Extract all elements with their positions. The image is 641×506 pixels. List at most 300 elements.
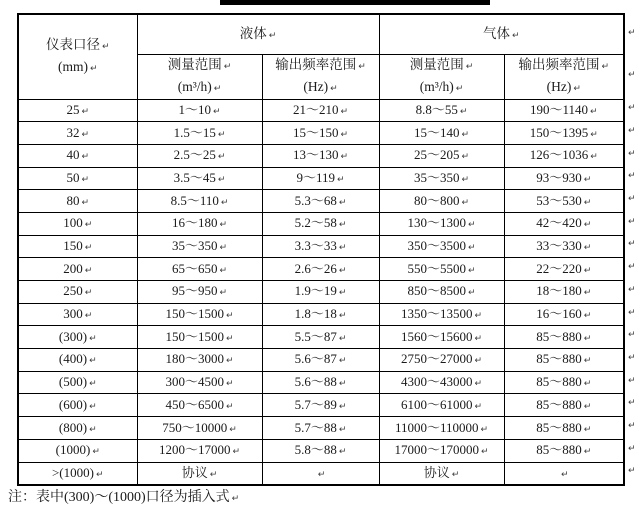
paragraph-mark-icon: ↵ — [225, 356, 234, 367]
paragraph-mark-icon: ↵ — [209, 469, 218, 480]
cell-gas-freq — [504, 371, 624, 394]
paragraph-mark-icon: ↵ — [225, 333, 234, 344]
cell-value: 850～8500 — [407, 283, 466, 299]
cell-diameter — [18, 167, 137, 190]
row-end-mark-icon: ↵ — [628, 330, 636, 341]
paragraph-mark-icon: ↵ — [590, 129, 598, 140]
paragraph-mark-icon: ↵ — [459, 106, 468, 117]
paragraph-mark-icon: ↵ — [474, 311, 483, 322]
paragraph-mark-icon: ↵ — [583, 243, 592, 253]
table-row — [18, 281, 624, 304]
paragraph-mark-icon: ↵ — [225, 401, 234, 412]
paragraph-mark-icon: ↵ — [337, 174, 345, 185]
paragraph-mark-icon: ↵ — [461, 129, 470, 140]
cell-liquid-measure — [137, 122, 262, 145]
cell-gas-measure — [379, 439, 504, 462]
paragraph-mark-icon: ↵ — [561, 469, 569, 480]
cell-gas-measure — [379, 462, 504, 485]
cell-gas-freq — [504, 462, 624, 485]
cell-diameter — [18, 122, 137, 145]
cell-value: 750～10000 — [162, 419, 228, 435]
cell-value: (800) — [58, 419, 88, 435]
cell-diameter — [18, 303, 137, 326]
table-row — [18, 303, 624, 326]
cell-value: 53～530 — [536, 192, 582, 208]
footnote-text: 注：表中(300)～(1000)口径为插入式 — [8, 490, 230, 505]
header-gas-label: 气体 — [483, 26, 510, 42]
cell-gas-measure — [379, 99, 504, 122]
row-end-mark-icon: ↵ — [628, 216, 636, 227]
paragraph-mark-icon: ↵ — [317, 469, 326, 480]
paragraph-mark-icon: ↵ — [95, 469, 104, 480]
header-measure-label: 测量范围 — [167, 56, 222, 72]
cell-value: 8.5～110 — [170, 192, 219, 208]
cell-gas-measure — [379, 122, 504, 145]
cell-liquid-measure — [137, 190, 262, 213]
cell-gas-freq — [504, 349, 624, 372]
cell-value: 1.9～19 — [294, 283, 337, 299]
cell-value: 150 — [63, 238, 83, 253]
row-end-mark-icon: ↵ — [628, 70, 636, 80]
paragraph-mark-icon: ↵ — [268, 31, 277, 42]
cell-liquid-measure — [137, 212, 262, 235]
cell-value: 150～1395 — [529, 124, 589, 140]
paragraph-mark-icon: ↵ — [583, 265, 592, 276]
paragraph-mark-icon: ↵ — [84, 243, 93, 253]
paragraph-mark-icon: ↵ — [225, 311, 234, 322]
cell-liquid-freq — [262, 235, 379, 258]
table-row — [18, 439, 624, 462]
row-end-mark-icon: ↵ — [628, 148, 636, 159]
cell-diameter — [18, 258, 137, 281]
cell-value: 85～880 — [536, 442, 582, 458]
cell-value: 250 — [63, 283, 83, 299]
cell-value: 42～420 — [536, 215, 582, 231]
paragraph-mark-icon: ↵ — [474, 401, 483, 412]
row-end-mark-icon: ↵ — [628, 375, 636, 386]
cell-value: 85～880 — [536, 374, 582, 390]
header-gas-measure — [379, 54, 504, 99]
cell-value: 1560～15600 — [400, 328, 473, 344]
cell-gas-measure — [379, 349, 504, 372]
row-end-mark-icon: ↵ — [628, 103, 636, 114]
cell-gas-measure — [379, 235, 504, 258]
header-freq-unit: (Hz) — [303, 78, 329, 94]
cell-gas-freq — [504, 303, 624, 326]
paragraph-mark-icon: ↵ — [338, 333, 347, 344]
cell-value: 40 — [66, 147, 80, 163]
paragraph-mark-icon: ↵ — [583, 447, 592, 458]
row-end-mark-icon: ↵ — [628, 284, 636, 295]
cell-value: 1200～17000 — [158, 442, 231, 458]
cell-value: 350～3500 — [407, 238, 466, 253]
cell-value: 1.5～15 — [173, 124, 216, 140]
row-end-mark-icon: ↵ — [628, 352, 636, 363]
cell-value: 300～4500 — [165, 374, 224, 390]
cell-diameter — [18, 462, 137, 485]
cell-value: 2750～27000 — [400, 351, 473, 367]
table-row — [18, 212, 624, 235]
header-freq-label: 输出频率范围 — [275, 56, 357, 72]
cell-value: 300 — [63, 306, 83, 322]
cell-gas-measure — [379, 394, 504, 417]
cell-gas-freq — [504, 144, 624, 167]
header-freq-label: 输出频率范围 — [518, 56, 600, 72]
row-end-mark-icon: ↵ — [628, 28, 636, 38]
paragraph-mark-icon: ↵ — [84, 265, 93, 276]
cell-value: 85～880 — [536, 396, 582, 412]
cell-gas-freq — [504, 326, 624, 349]
cell-gas-freq — [504, 167, 624, 190]
cell-liquid-freq — [262, 439, 379, 462]
paragraph-mark-icon: ↵ — [338, 447, 347, 458]
paragraph-mark-icon: ↵ — [340, 152, 349, 163]
cell-liquid-freq — [262, 190, 379, 213]
cell-value: 16～160 — [536, 306, 582, 322]
cell-value: 21～210 — [292, 101, 339, 117]
paragraph-mark-icon: ↵ — [583, 333, 592, 344]
table-row — [18, 190, 624, 213]
cell-diameter — [18, 326, 137, 349]
cell-diameter — [18, 281, 137, 304]
cell-liquid-freq — [262, 144, 379, 167]
row-end-mark-icon: ↵ — [628, 171, 636, 182]
paragraph-mark-icon: ↵ — [219, 220, 228, 231]
cell-gas-freq — [504, 394, 624, 417]
paragraph-mark-icon: ↵ — [480, 424, 489, 435]
cell-value: 5.5～87 — [294, 328, 337, 344]
paragraph-mark-icon: ↵ — [92, 447, 100, 458]
row-end-mark-icon: ↵ — [628, 262, 636, 273]
cell-value: 18～180 — [536, 283, 582, 299]
cell-value: 126～1036 — [529, 147, 589, 163]
cell-value: 35～350 — [171, 238, 218, 253]
paragraph-mark-icon: ↵ — [338, 424, 347, 435]
paragraph-mark-icon: ↵ — [340, 129, 349, 140]
cell-diameter — [18, 394, 137, 417]
cell-value: 150～1500 — [165, 328, 224, 344]
cell-gas-freq — [504, 212, 624, 235]
paragraph-mark-icon: ↵ — [89, 63, 98, 74]
cell-liquid-measure — [137, 235, 262, 258]
cell-value: 5.7～88 — [294, 419, 337, 435]
cell-liquid-measure — [137, 326, 262, 349]
paragraph-mark-icon: ↵ — [474, 333, 483, 344]
cell-value: 1.8～18 — [294, 306, 337, 322]
cell-value: 3.5～45 — [173, 169, 216, 185]
cell-value: 8.8～55 — [415, 101, 458, 117]
cell-liquid-freq — [262, 99, 379, 122]
cell-liquid-freq — [262, 417, 379, 440]
cell-gas-measure — [379, 417, 504, 440]
paragraph-mark-icon: ↵ — [583, 379, 592, 390]
cell-value: (300) — [58, 328, 88, 344]
cell-value: 15～150 — [292, 124, 339, 140]
header-freq-unit: (Hz) — [546, 78, 572, 94]
paragraph-mark-icon: ↵ — [223, 61, 232, 72]
paragraph-mark-icon: ↵ — [468, 220, 476, 231]
paragraph-mark-icon: ↵ — [229, 424, 237, 435]
cell-liquid-measure — [137, 281, 262, 304]
row-end-mark-icon: ↵ — [628, 420, 636, 431]
table-row — [18, 394, 624, 417]
cell-gas-measure — [379, 303, 504, 326]
cell-gas-freq — [504, 281, 624, 304]
cell-liquid-measure — [137, 144, 262, 167]
table-row — [18, 326, 624, 349]
cell-liquid-measure — [137, 439, 262, 462]
header-measure-label: 测量范围 — [409, 56, 464, 72]
cell-liquid-measure — [137, 258, 262, 281]
cell-value: (600) — [58, 396, 88, 412]
cell-gas-freq — [504, 439, 624, 462]
cell-gas-freq — [504, 258, 624, 281]
paragraph-mark-icon: ↵ — [583, 401, 592, 412]
paragraph-mark-icon: ↵ — [84, 288, 93, 299]
cell-liquid-freq — [262, 462, 379, 485]
paragraph-mark-icon: ↵ — [338, 379, 347, 390]
paragraph-mark-icon: ↵ — [81, 197, 90, 208]
title-underline-bar — [220, 0, 490, 5]
cell-gas-measure — [379, 212, 504, 235]
cell-value: 25 — [66, 101, 80, 117]
paragraph-mark-icon: ↵ — [583, 174, 592, 185]
paragraph-mark-icon: ↵ — [231, 494, 240, 504]
cell-liquid-freq — [262, 122, 379, 145]
cell-value: 协议 — [181, 464, 208, 480]
paragraph-mark-icon: ↵ — [89, 424, 97, 435]
cell-diameter — [18, 349, 137, 372]
header-liquid-group — [137, 14, 379, 54]
cell-value: (1000) — [55, 442, 91, 458]
paragraph-mark-icon: ↵ — [340, 106, 349, 117]
cell-value: 85～880 — [536, 351, 582, 367]
cell-value: 3.3～33 — [294, 238, 337, 253]
row-end-mark-icon: ↵ — [628, 239, 636, 250]
paragraph-mark-icon: ↵ — [338, 288, 347, 299]
cell-liquid-measure — [137, 417, 262, 440]
row-end-mark-icon: ↵ — [628, 398, 636, 409]
cell-value: 17000～170000 — [394, 442, 479, 458]
paragraph-mark-icon: ↵ — [89, 333, 97, 344]
cell-diameter — [18, 417, 137, 440]
cell-gas-measure — [379, 190, 504, 213]
cell-value: 93～930 — [536, 169, 582, 185]
paragraph-mark-icon: ↵ — [583, 197, 592, 208]
paragraph-mark-icon: ↵ — [468, 265, 476, 276]
cell-value: 4300～43000 — [400, 374, 473, 390]
header-measure-unit: (m³/h) — [177, 78, 212, 94]
row-end-marks — [628, 13, 636, 483]
paragraph-mark-icon: ↵ — [101, 41, 110, 52]
cell-diameter — [18, 371, 137, 394]
header-liquid-freq — [262, 54, 379, 99]
cell-value: 190～1140 — [529, 101, 589, 117]
header-liquid-measure — [137, 54, 262, 99]
cell-liquid-freq — [262, 212, 379, 235]
header-gas-group — [379, 14, 624, 54]
paragraph-mark-icon: ↵ — [338, 356, 347, 367]
cell-value: 2.5～25 — [173, 147, 216, 163]
cell-value: 65～650 — [171, 260, 218, 276]
paragraph-mark-icon: ↵ — [81, 129, 90, 140]
paragraph-mark-icon: ↵ — [89, 379, 97, 390]
cell-gas-measure — [379, 258, 504, 281]
cell-value: 80～800 — [413, 192, 460, 208]
paragraph-mark-icon: ↵ — [81, 174, 90, 185]
header-diameter-unit: (mm) — [57, 58, 88, 74]
row-end-mark-icon: ↵ — [628, 194, 636, 205]
header-diameter-label: 仪表口径 — [45, 36, 100, 52]
paragraph-mark-icon: ↵ — [358, 61, 366, 72]
paragraph-mark-icon: ↵ — [465, 61, 474, 72]
table-row — [18, 417, 624, 440]
paragraph-mark-icon: ↵ — [212, 106, 221, 117]
header-gas-freq — [504, 54, 624, 99]
cell-value: 6100～61000 — [400, 396, 473, 412]
cell-value: 180～3000 — [165, 351, 224, 367]
cell-value: 32 — [66, 124, 80, 140]
paragraph-mark-icon: ↵ — [481, 447, 489, 458]
paragraph-mark-icon: ↵ — [583, 356, 592, 367]
cell-value: 5.3～68 — [294, 192, 337, 208]
table-row — [18, 122, 624, 145]
cell-diameter — [18, 439, 137, 462]
paragraph-mark-icon: ↵ — [573, 83, 581, 94]
cell-liquid-freq — [262, 281, 379, 304]
paragraph-mark-icon: ↵ — [220, 197, 229, 208]
cell-value: 35～350 — [413, 169, 460, 185]
cell-liquid-freq — [262, 258, 379, 281]
table-row — [18, 167, 624, 190]
cell-value: (500) — [58, 374, 88, 390]
paragraph-mark-icon: ↵ — [451, 469, 460, 480]
table-row — [18, 144, 624, 167]
cell-gas-freq — [504, 122, 624, 145]
paragraph-mark-icon: ↵ — [217, 174, 226, 185]
paragraph-mark-icon: ↵ — [217, 152, 226, 163]
cell-diameter — [18, 99, 137, 122]
paragraph-mark-icon: ↵ — [461, 197, 470, 208]
cell-value: 85～880 — [536, 328, 582, 344]
cell-liquid-measure — [137, 303, 262, 326]
cell-value: 13～130 — [292, 147, 339, 163]
cell-value: 1～10 — [178, 101, 211, 117]
table-row — [18, 462, 624, 485]
cell-value: 5.6～87 — [294, 351, 337, 367]
table-row — [18, 258, 624, 281]
cell-value: 33～330 — [536, 238, 582, 253]
cell-value: 9～119 — [296, 169, 335, 185]
paragraph-mark-icon: ↵ — [590, 106, 598, 117]
cell-diameter — [18, 190, 137, 213]
flowmeter-spec-table — [17, 13, 625, 486]
paragraph-mark-icon: ↵ — [330, 83, 338, 94]
row-end-mark-icon: ↵ — [628, 126, 636, 137]
paragraph-mark-icon: ↵ — [232, 447, 241, 458]
cell-gas-measure — [379, 371, 504, 394]
header-measure-unit: (m³/h) — [419, 78, 454, 94]
table-row — [18, 371, 624, 394]
cell-gas-measure — [379, 326, 504, 349]
cell-gas-freq — [504, 99, 624, 122]
cell-liquid-freq — [262, 167, 379, 190]
cell-value: 550～5500 — [407, 260, 466, 276]
paragraph-mark-icon: ↵ — [213, 83, 222, 94]
paragraph-mark-icon: ↵ — [583, 288, 592, 299]
cell-value: 5.7～89 — [294, 396, 337, 412]
paragraph-mark-icon: ↵ — [225, 379, 234, 390]
paragraph-mark-icon: ↵ — [583, 220, 592, 231]
paragraph-mark-icon: ↵ — [81, 106, 90, 117]
paragraph-mark-icon: ↵ — [219, 288, 228, 299]
cell-value: 450～6500 — [165, 396, 224, 412]
paragraph-mark-icon: ↵ — [81, 152, 90, 163]
cell-value: 11000～110000 — [394, 419, 479, 435]
paragraph-mark-icon: ↵ — [455, 83, 464, 94]
cell-gas-freq — [504, 190, 624, 213]
cell-liquid-measure — [137, 99, 262, 122]
paragraph-mark-icon: ↵ — [338, 401, 347, 412]
table-row — [18, 99, 624, 122]
paragraph-mark-icon: ↵ — [338, 220, 347, 231]
paragraph-mark-icon: ↵ — [468, 288, 476, 299]
cell-liquid-measure — [137, 167, 262, 190]
cell-diameter — [18, 212, 137, 235]
cell-value: 5.6～88 — [294, 374, 337, 390]
cell-value: 15～140 — [413, 124, 460, 140]
footnote — [8, 486, 239, 506]
paragraph-mark-icon: ↵ — [84, 311, 93, 322]
paragraph-mark-icon: ↵ — [583, 424, 592, 435]
paragraph-mark-icon: ↵ — [89, 401, 97, 412]
header-group-row — [18, 14, 624, 54]
paragraph-mark-icon: ↵ — [461, 174, 470, 185]
cell-liquid-freq — [262, 371, 379, 394]
cell-liquid-freq — [262, 326, 379, 349]
cell-liquid-measure — [137, 394, 262, 417]
paragraph-mark-icon: ↵ — [219, 265, 228, 276]
paragraph-mark-icon: ↵ — [468, 243, 476, 253]
paragraph-mark-icon: ↵ — [474, 379, 483, 390]
cell-liquid-measure — [137, 349, 262, 372]
paragraph-mark-icon: ↵ — [338, 243, 347, 253]
cell-gas-measure — [379, 167, 504, 190]
paragraph-mark-icon: ↵ — [601, 61, 610, 72]
paragraph-mark-icon: ↵ — [461, 152, 470, 163]
cell-value: 协议 — [423, 464, 450, 480]
row-end-mark-icon: ↵ — [628, 443, 636, 454]
paragraph-mark-icon: ↵ — [217, 129, 226, 140]
cell-value: 80 — [66, 192, 80, 208]
cell-value: 200 — [63, 260, 83, 276]
cell-value: 150～1500 — [165, 306, 224, 322]
header-liquid-label: 液体 — [239, 26, 267, 42]
table-row — [18, 349, 624, 372]
cell-value: 95～950 — [171, 283, 218, 299]
paragraph-mark-icon: ↵ — [583, 311, 592, 322]
cell-value: 5.2～58 — [294, 215, 337, 231]
paragraph-mark-icon: ↵ — [338, 197, 347, 208]
cell-liquid-measure — [137, 462, 262, 485]
cell-gas-measure — [379, 281, 504, 304]
cell-liquid-freq — [262, 303, 379, 326]
cell-liquid-measure — [137, 371, 262, 394]
paragraph-mark-icon: ↵ — [84, 220, 93, 231]
paragraph-mark-icon: ↵ — [219, 243, 228, 253]
cell-value: >(1000) — [51, 464, 94, 480]
cell-value: 100 — [63, 215, 83, 231]
